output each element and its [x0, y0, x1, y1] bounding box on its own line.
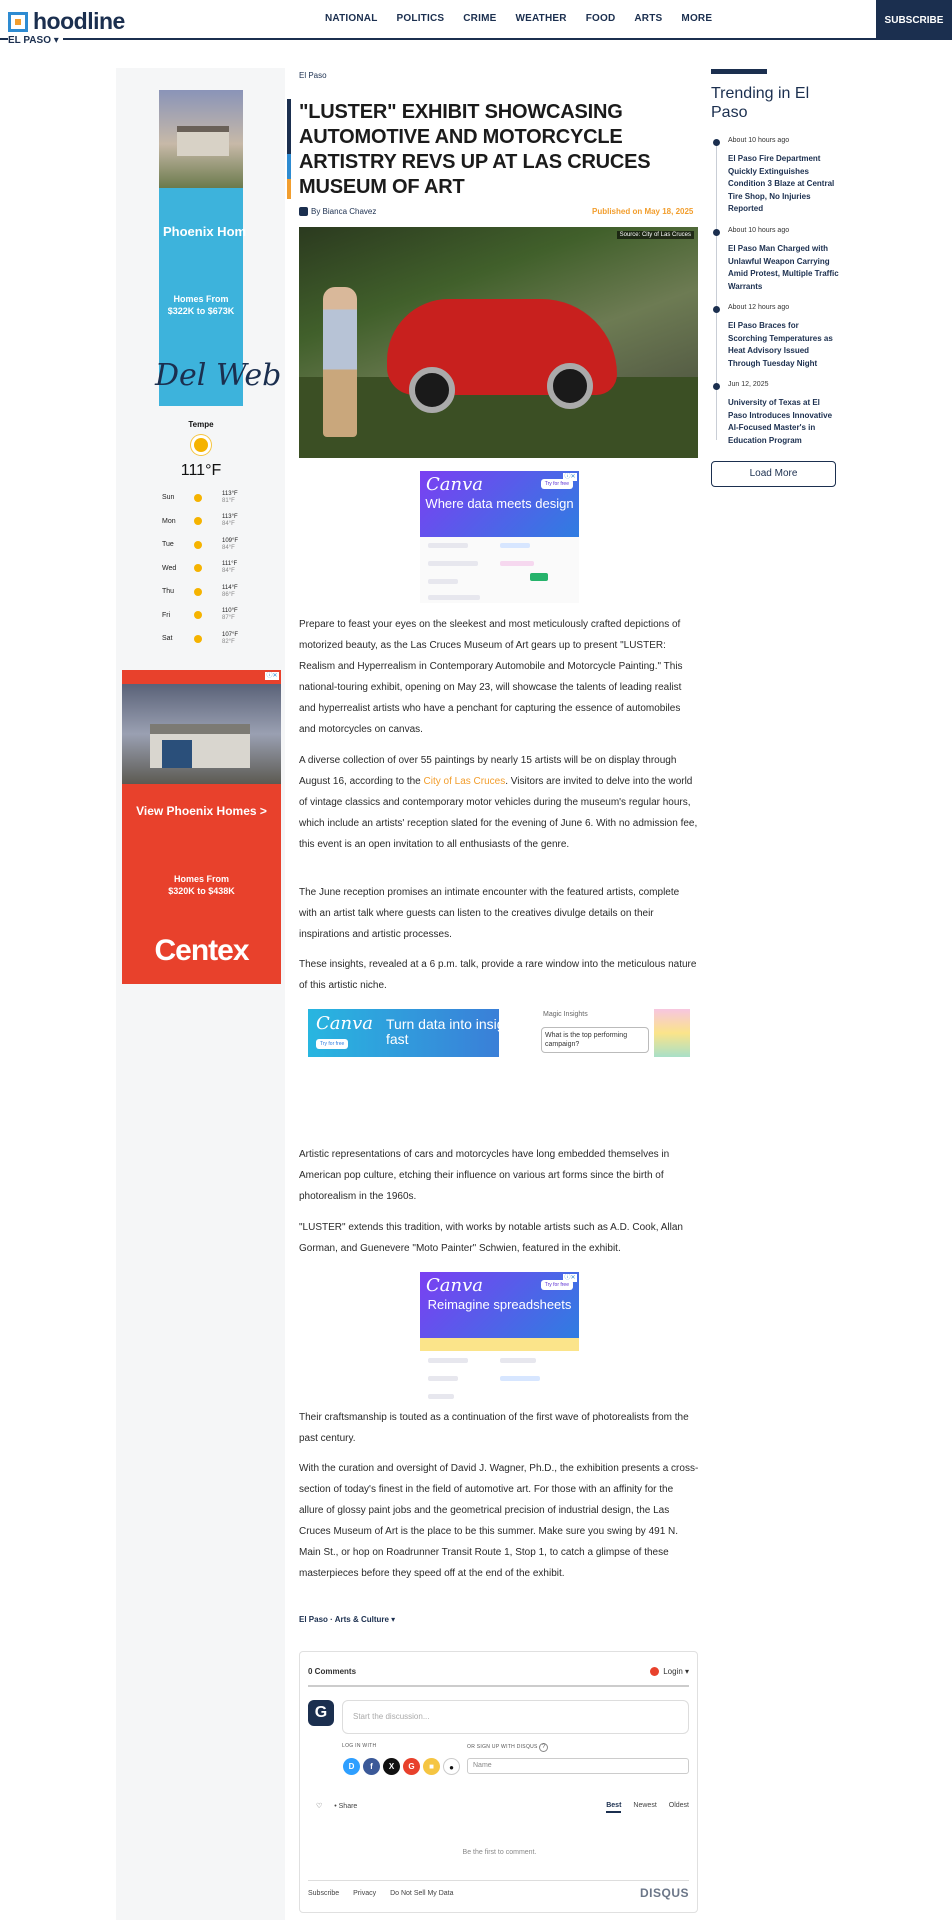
disqus-comments: [299, 1651, 698, 1913]
article-paragraph-5: Artistic representations of cars and motorcycles have long embedded themselves in American pop culture, etching their influence on various art forms since the birth of photorealism in the 1960s.: [299, 1149, 670, 1202]
share-button[interactable]: • Share: [334, 1803, 358, 1810]
mock-row: [428, 595, 480, 600]
magic-insights-label: Magic Insights: [543, 1011, 588, 1018]
ad-brand: Del Web: [155, 358, 282, 393]
ad-close-icon[interactable]: ⓘ✕: [564, 474, 576, 480]
footer-subscribe[interactable]: Subscribe: [308, 1890, 340, 1897]
nav-food[interactable]: FOOD: [585, 13, 616, 24]
nav-more[interactable]: MORE: [681, 13, 713, 24]
forecast-temps: [222, 538, 238, 552]
house-graphic: [177, 126, 229, 156]
trending-time: About 10 hours ago: [728, 227, 790, 234]
sign-up-text: OR SIGN UP WITH DISQUS: [467, 1744, 538, 1750]
forecast-temps: [222, 491, 238, 505]
forecast-low: 84°F: [222, 521, 235, 528]
forecast-low: 82°F: [222, 638, 235, 645]
image-source: Source: City of Las Cruces: [617, 231, 694, 239]
mock-row: [428, 1394, 454, 1399]
magic-insights-question: What is the top performing campaign?: [541, 1027, 649, 1053]
sun-icon: [194, 588, 202, 596]
forecast-row: [150, 604, 252, 628]
forecast-high: 113°F: [222, 490, 238, 497]
ad-price: [122, 873, 281, 897]
forecast-day: Tue: [162, 541, 174, 549]
paragraph-text: A diverse collection of over 55 paintings by nearly 15 artists will be on display through August 16, according to the: [299, 755, 677, 787]
forecast-row: [150, 580, 252, 604]
social-login-icons: [343, 1758, 463, 1775]
ad-price-line2: $320K to $438K: [168, 886, 235, 896]
sun-icon: [194, 611, 202, 619]
forecast-day: Fri: [162, 611, 171, 619]
forecast-high: 110°F: [222, 608, 238, 615]
disqus-footer: [308, 1890, 468, 1897]
mock-row: [428, 1376, 458, 1381]
forecast-low: 81°F: [222, 497, 235, 504]
nav-national[interactable]: NATIONAL: [325, 13, 378, 24]
mock-row: [500, 561, 534, 566]
site-header: [0, 0, 952, 40]
city-of-las-cruces-link[interactable]: City of Las Cruces: [423, 776, 506, 787]
canva-wide-ad[interactable]: [308, 1009, 690, 1057]
nav-weather[interactable]: WEATHER: [515, 13, 567, 24]
trending-time: About 10 hours ago: [728, 137, 790, 144]
forecast-temps: [222, 514, 238, 528]
load-more-button[interactable]: Load More: [711, 461, 836, 487]
nav-politics[interactable]: POLITICS: [396, 13, 445, 24]
nav-arts[interactable]: ARTS: [634, 13, 663, 24]
sun-icon: [194, 494, 202, 502]
article-paragraph-4: These insights, revealed at a 6 p.m. talk, provide a rare window into the meticulous nature of this artistic niche.: [299, 959, 697, 991]
city-selector[interactable]: EL PASO ▾: [8, 35, 63, 46]
forecast-high: 109°F: [222, 537, 239, 544]
article-paragraph-3: The June reception promises an intimate encounter with the featured artists, complete with an artist talk where guests can listen to the creatives divulge details on their inspirations and artistic processes.: [299, 887, 680, 940]
ad-brand: Centex: [154, 934, 249, 967]
sort-oldest[interactable]: Oldest: [668, 1802, 689, 1809]
sun-icon: [194, 564, 202, 572]
forecast-row: [150, 557, 252, 581]
footer-privacy[interactable]: Privacy: [353, 1890, 377, 1897]
logo-text: hoodline: [33, 8, 125, 34]
author-icon: [299, 207, 308, 216]
forecast-row: [150, 510, 252, 534]
timeline-dot: [713, 383, 720, 390]
canva-ad-1[interactable]: [420, 471, 579, 603]
forecast-high: 114°F: [222, 584, 238, 591]
mock-row: [428, 579, 458, 584]
sort-tabs: [594, 1802, 689, 1813]
trending-headline[interactable]: El Paso Braces for Scorching Temperatures as Heat Advisory Issued Through Tuesday Night: [728, 321, 833, 368]
ad-price-line1: Homes From: [173, 294, 229, 304]
sun-icon: [194, 541, 202, 549]
canva-logo: Canva: [426, 474, 483, 495]
divider: [308, 1880, 689, 1881]
forecast-low: 87°F: [222, 615, 235, 622]
empty-comments: Be the first to comment.: [462, 1849, 537, 1856]
divider: [308, 1685, 689, 1687]
mock-row: [428, 1358, 468, 1363]
forecast-day: Mon: [162, 517, 176, 525]
canva-ad-body: [420, 1338, 579, 1404]
canva-headline: Reimagine spreadsheets: [427, 1297, 572, 1312]
ad-price-line2: $322K to $673K: [167, 306, 235, 316]
phoenix-homes-ad-bottom[interactable]: [122, 670, 281, 984]
disqus-login-icon[interactable]: D: [343, 1758, 360, 1775]
canva-ad-body: [420, 537, 579, 603]
ad-price: [159, 293, 243, 317]
mock-row: [500, 1376, 540, 1381]
forecast-high: 111°F: [222, 561, 238, 568]
weather-current-temp: 111°F: [180, 462, 222, 479]
garage-door-graphic: [162, 740, 192, 768]
article-paragraph-7: Their craftsmanship is touted as a continuation of the first wave of photorealists from the past century.: [299, 1412, 689, 1444]
sun-icon: [194, 438, 208, 452]
disqus-logo[interactable]: DISQUS: [639, 1886, 689, 1900]
sun-icon: [194, 635, 202, 643]
breadcrumb[interactable]: El Paso: [299, 71, 327, 80]
subscribe-button[interactable]: SUBSCRIBE: [876, 0, 952, 40]
weather-city: Tempe: [188, 420, 214, 429]
trending-time: About 12 hours ago: [728, 304, 790, 311]
canva-ad-2[interactable]: [420, 1272, 579, 1404]
byline: [299, 207, 376, 216]
apple-icon[interactable]: ●: [443, 1758, 460, 1775]
article-tags[interactable]: El Paso · Arts & Culture ▾: [299, 1615, 396, 1624]
canva-headline: Turn data into insights fast: [386, 1016, 524, 1047]
main-nav: [325, 13, 731, 24]
forecast-row: [150, 486, 252, 510]
ad-house-photo: [159, 90, 243, 188]
forecast-temps: [222, 585, 238, 599]
mock-tag: [530, 573, 548, 581]
paragraph-text: . Visitors are invited to delve into the world of vintage classics and contemporary motor vehicles during the museum's regular hours, which include an artists' reception slated for the evening of June 6. With no admission fee, this event is an open invitation to all enthusiasts of the genre.: [299, 776, 698, 850]
footer-do-not-sell[interactable]: Do Not Sell My Data: [390, 1890, 454, 1897]
ad-house-photo: [122, 684, 281, 784]
person-graphic: [323, 287, 357, 437]
forecast-day: Sun: [162, 494, 175, 502]
forecast-low: 86°F: [222, 591, 235, 598]
canva-try-button[interactable]: Try for free: [316, 1039, 348, 1049]
microsoft-icon[interactable]: ■: [423, 1758, 440, 1775]
disqus-icon: [650, 1667, 659, 1676]
hoodline-logo[interactable]: [8, 8, 125, 35]
wheel-graphic: [409, 367, 455, 413]
comment-input[interactable]: Start the discussion...: [342, 1700, 689, 1734]
mock-row: [428, 543, 468, 548]
forecast-day: Sat: [162, 635, 173, 643]
sort-best[interactable]: Best: [606, 1802, 621, 1813]
article-paragraph-2: [299, 750, 699, 855]
help-icon[interactable]: ?: [539, 1743, 548, 1752]
article-paragraph-8: With the curation and oversight of David J. Wagner, Ph.D., the exhibition presents a cross-section of today's finest in the field of automotive art. For those with an affinity for the allure of glossy paint jobs and the geometrical precision of industrial design, the Las Cruces Museum of Art is the place to be this summer. Make sure you swing by 491 N. Main St., or hop on Roadrunner Transit Route 1, Stop 1, to catch a glimpse of these masterpieces before they speed off at the end of the exhibit.: [299, 1463, 699, 1579]
log-in-with-label: LOG IN WITH: [342, 1743, 377, 1749]
title-accent-bar: [287, 99, 291, 199]
login-label: Login ▾: [663, 1667, 689, 1676]
trending-headline[interactable]: University of Texas at El Paso Introduces Innovative AI-Focused Master's in Education Program: [728, 398, 833, 445]
forecast-day: Wed: [162, 564, 177, 572]
logo-icon: [8, 12, 28, 32]
nav-crime[interactable]: CRIME: [463, 13, 497, 24]
forecast-high: 107°F: [222, 631, 239, 638]
published-date: Published on May 18, 2025: [592, 207, 694, 216]
forecast-low: 84°F: [222, 544, 235, 551]
timeline-line: [716, 140, 717, 440]
forecast-row: [150, 627, 252, 651]
mock-row: [500, 1358, 536, 1363]
sort-newest[interactable]: Newest: [633, 1802, 657, 1809]
canva-try-button[interactable]: Try for free: [541, 1280, 573, 1290]
trending-headline[interactable]: El Paso Man Charged with Unlawful Weapon Carrying Amid Protest, Multiple Traffic Warrants: [728, 244, 839, 291]
canva-headline: Where data meets design: [425, 496, 574, 511]
avatar: G: [308, 1700, 334, 1726]
mock-row: [428, 561, 478, 566]
timeline-dot: [713, 139, 720, 146]
weather-widget: [150, 420, 252, 651]
forecast-low: 84°F: [222, 568, 235, 575]
mock-row: [500, 543, 530, 548]
trending-headline[interactable]: El Paso Fire Department Quickly Extinguishes Condition 3 Blaze at Central Tire Shop, No Injuries Reported: [728, 154, 835, 214]
sign-up-label: [467, 1743, 548, 1752]
trending-time: Jun 12, 2025: [728, 381, 769, 388]
forecast-row: [150, 533, 252, 557]
canva-ad-header: [420, 1272, 579, 1338]
phoenix-homes-ad-top[interactable]: [155, 90, 282, 406]
login-button[interactable]: [650, 1667, 689, 1676]
ad-close-icon[interactable]: ⓘ✕: [564, 1275, 576, 1281]
trending-title: Trending in El Paso: [711, 85, 810, 121]
comment-count: 0 Comments: [308, 1667, 357, 1676]
canva-mock-strip: [654, 1009, 690, 1057]
canva-try-button[interactable]: Try for free: [541, 479, 573, 489]
forecast-temps: [222, 632, 238, 646]
ad-headline: View Phoenix Homes >: [136, 804, 267, 818]
timeline-dot: [713, 229, 720, 236]
hero-image: [299, 227, 698, 458]
canva-logo: Canva: [316, 1013, 373, 1034]
facebook-icon[interactable]: f: [363, 1758, 380, 1775]
author-name[interactable]: By Bianca Chavez: [311, 207, 377, 216]
google-icon[interactable]: G: [403, 1758, 420, 1775]
ad-headline: Phoenix Hom: [163, 224, 247, 239]
trending-accent-bar: [711, 69, 767, 74]
forecast-temps: [222, 561, 237, 575]
sun-icon: [194, 517, 202, 525]
wheel-graphic: [547, 363, 593, 409]
canva-logo: Canva: [426, 1275, 483, 1296]
ad-close-icon[interactable]: ⓘ✕: [266, 673, 278, 679]
ad-price-line1: Homes From: [173, 874, 229, 884]
article-paragraph-6: "LUSTER" extends this tradition, with works by notable artists such as A.D. Cook, Allan Gorman, and Guenevere "Moto Painter" Schwien, featured in the exhibit.: [299, 1222, 683, 1254]
heart-icon[interactable]: ♡: [316, 1803, 323, 1810]
article-title: "LUSTER" EXHIBIT SHOWCASING AUTOMOTIVE AND MOTORCYCLE ARTISTRY REVS UP AT LAS CRUCES MUSEUM OF ART: [299, 101, 651, 198]
name-input[interactable]: Name: [467, 1758, 689, 1774]
timeline-dot: [713, 306, 720, 313]
forecast-day: Thu: [162, 588, 175, 596]
canva-ad-header: [420, 471, 579, 537]
forecast-high: 113°F: [222, 514, 238, 521]
article-paragraph-1: Prepare to feast your eyes on the sleekest and most meticulously crafted depictions of motorized beauty, as the Las Cruces Museum of Art gears up to present "LUSTER: Realism and Hyperrealism in Contemporary Automobile and Motorcycle Painting." This national-touring exhibit, opening on May 23, will showcase the talents of leading realist and hyperrealist artists who have a penchant for capturing the essence of automobiles and motorcycles on canvas.: [299, 619, 683, 735]
comment-actions: [316, 1802, 357, 1810]
x-icon[interactable]: X: [383, 1758, 400, 1775]
forecast-temps: [222, 608, 238, 622]
